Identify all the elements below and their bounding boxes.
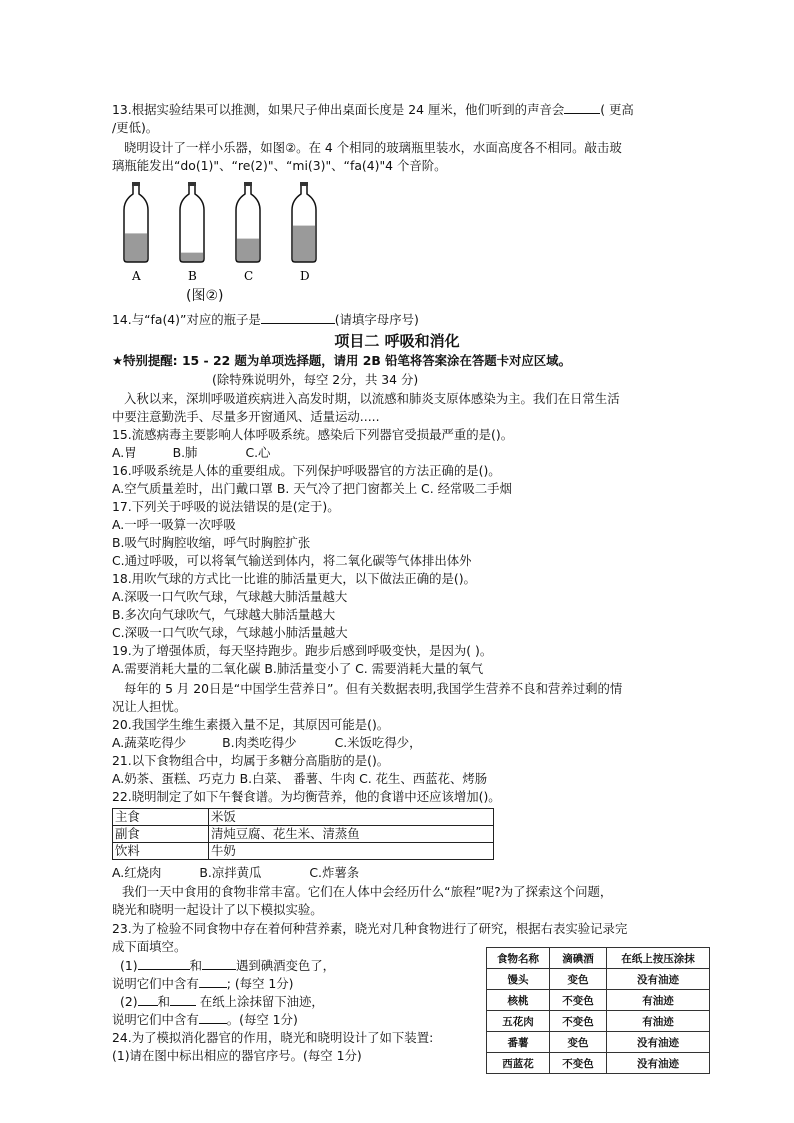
experiment-cell: 不变色 bbox=[550, 1053, 607, 1074]
experiment-cell: 变色 bbox=[550, 1032, 607, 1053]
q22-option-b[interactable]: B.凉拌黄瓜 bbox=[199, 865, 262, 880]
experiment-row bbox=[487, 969, 710, 990]
experiment-header-cell: 滴碘酒 bbox=[550, 948, 607, 969]
menu-items: 清炖豆腐、花生米、清蒸鱼 bbox=[209, 826, 494, 843]
q14: 14.与“fa(4)”对应的瓶子是 (请填字母序号) bbox=[112, 312, 419, 327]
bottle-outline bbox=[180, 184, 204, 262]
menu-items: 米饭 bbox=[209, 809, 494, 826]
q23-part1-b: 说明它们中含有 ; (每空 1分) bbox=[112, 976, 294, 991]
experiment-cell: 番薯 bbox=[487, 1032, 550, 1053]
paragraph-nutrition-1: 每年的 5 月 20日是“中国学生营养日”。但有关数据表明,我国学生营养不良和营养过剩的情 bbox=[124, 681, 623, 696]
experiment-cell: 没有油迹 bbox=[607, 969, 710, 990]
experiment-row bbox=[487, 990, 710, 1011]
experiment-cell: 有油迹 bbox=[607, 990, 710, 1011]
water-fill bbox=[293, 226, 315, 262]
q22-option-a[interactable]: A.红烧肉 bbox=[112, 865, 162, 880]
menu-category: 主食 bbox=[113, 809, 209, 826]
q16-options[interactable]: A.空气质量差时，出门戴口罩 B. 天气冷了把门窗都关上 C. 经常吸二手烟 bbox=[112, 481, 512, 496]
q20-option-c[interactable]: C.米饭吃得少， bbox=[334, 735, 422, 750]
q15-option-c[interactable]: C.心 bbox=[245, 445, 271, 460]
bottle-label: D bbox=[300, 269, 310, 283]
q17: 17.下列关于呼吸的说法错误的是(定于)。 bbox=[112, 499, 340, 514]
experiment-record-table bbox=[486, 947, 710, 1074]
bottle-label: A bbox=[132, 269, 141, 283]
bottle-c bbox=[236, 182, 260, 283]
q16: 16.呼吸系统是人体的重要组成。下列保护呼吸器官的方法正确的是()。 bbox=[112, 463, 501, 478]
bottle-b bbox=[180, 182, 204, 283]
q23-line2: 成下面填空。 bbox=[112, 939, 187, 954]
q20-option-b[interactable]: B.肉类吃得少 bbox=[222, 735, 297, 750]
section-title: 项目二 呼吸和消化 bbox=[334, 332, 460, 350]
q21-options[interactable]: A.奶茶、蛋糕、巧克力 B.白菜、 番薯、牛肉 C. 花生、西蓝花、烤肠 bbox=[112, 771, 488, 786]
q23-1-blank-1[interactable] bbox=[138, 957, 190, 970]
experiment-cell: 变色 bbox=[550, 969, 607, 990]
q24-part1: (1)请在图中标出相应的器官序号。(每空 1分) bbox=[112, 1048, 362, 1063]
water-fill bbox=[181, 253, 203, 262]
experiment-cell: 不变色 bbox=[550, 990, 607, 1011]
q19-options[interactable]: A.需要消耗大量的二氧化碳 B.肺活量变小了 C. 需要消耗大量的氧气 bbox=[112, 661, 484, 676]
experiment-header-cell: 食物名称 bbox=[487, 948, 550, 969]
experiment-cell: 不变色 bbox=[550, 1011, 607, 1032]
q13-line1: 13.根据实验结果可以推测，如果尺子伸出桌面长度是 24 厘米，他们听到的声音会 ( 更高 bbox=[112, 102, 634, 117]
q17-option-c[interactable]: C.通过呼吸，可以将氧气输送到体内，将二氧化碳等气体排出体外 bbox=[112, 553, 472, 568]
q13-line2: /更低)。 bbox=[112, 120, 159, 135]
experiment-row bbox=[487, 1011, 710, 1032]
paragraph-digestion-1: 我们一天中食用的食物非常丰富。它们在人体中会经历什么“旅程”呢?为了探索这个问题， bbox=[122, 884, 613, 899]
q23-part1: (1) 和 遇到碘酒变色了， bbox=[120, 958, 336, 973]
experiment-header-cell: 在纸上按压涂抹 bbox=[607, 948, 710, 969]
q18-option-c[interactable]: C.深吸一口气吹气球，气球越小肺活量越大 bbox=[112, 625, 348, 640]
paragraph-digestion-2: 晓光和晓明一起设计了以下模拟实验。 bbox=[112, 902, 323, 917]
q22: 22.晓明制定了如下午餐食谱。为均衡营养，他的食谱中还应该增加()。 bbox=[112, 789, 501, 804]
water-fill bbox=[237, 239, 259, 262]
notice-line1: ★特别提醒: 15 - 22 题为单项选择题，请用 2B 铅笔将答案涂在答题卡对应区域。 bbox=[112, 353, 571, 368]
q20-options bbox=[112, 734, 422, 751]
q18-option-a[interactable]: A.深吸一口气吹气球，气球越大肺活量越大 bbox=[112, 589, 348, 604]
paragraph-flu-2: 中要注意勤洗手、尽量多开窗通风、适量运动..... bbox=[112, 409, 380, 424]
q23-1-blank-2[interactable] bbox=[202, 957, 236, 970]
q24: 24.为了模拟消化器官的作用，晓光和晓明设计了如下装置: bbox=[112, 1030, 434, 1045]
experiment-cell: 西蓝花 bbox=[487, 1053, 550, 1074]
experiment-cell: 有油迹 bbox=[607, 1011, 710, 1032]
experiment-cell: 核桃 bbox=[487, 990, 550, 1011]
intro-line1: 晓明设计了一样小乐器，如图②。在 4 个相同的玻璃瓶里装水，水面高度各不相同。敲击玻 bbox=[124, 140, 622, 155]
bottle-cap bbox=[300, 182, 308, 186]
q23-2-blank-2[interactable] bbox=[170, 993, 196, 1006]
q19: 19.为了增强体质，每天坚持跑步。跑步后感到呼吸变快，是因为( )。 bbox=[112, 643, 493, 658]
q23-2-blank-1[interactable] bbox=[138, 993, 158, 1006]
q15-option-a[interactable]: A.胃 bbox=[112, 445, 137, 460]
q22-option-c[interactable]: C.炸薯条 bbox=[309, 865, 360, 880]
experiment-row bbox=[487, 1032, 710, 1053]
q23-line1: 23.为了检验不同食物中存在着何种营养素，晓光对几种食物进行了研究，根据右表实验记录完 bbox=[112, 921, 628, 936]
menu-category: 副食 bbox=[113, 826, 209, 843]
q20-option-a[interactable]: A.蔬菜吃得少 bbox=[112, 735, 187, 750]
menu-row bbox=[113, 826, 494, 843]
q17-option-b[interactable]: B.吸气时胸腔收缩，呼气时胸腔扩张 bbox=[112, 535, 311, 550]
menu-category: 饮料 bbox=[113, 843, 209, 860]
q18-option-b[interactable]: B.多次向气球吹气，气球越大肺活量越大 bbox=[112, 607, 336, 622]
water-fill bbox=[125, 233, 147, 262]
bottle-cap bbox=[244, 182, 252, 186]
experiment-cell: 馒头 bbox=[487, 969, 550, 990]
q23-part2-b: 说明它们中含有 。(每空 1分) bbox=[112, 1012, 298, 1027]
experiment-cell: 没有油迹 bbox=[607, 1053, 710, 1074]
q15: 15.流感病毒主要影响人体呼吸系统。感染后下列器官受损最严重的是()。 bbox=[112, 427, 514, 442]
experiment-cell: 没有油迹 bbox=[607, 1032, 710, 1053]
bottle-cap bbox=[188, 182, 196, 186]
q23-1-blank-3[interactable] bbox=[199, 975, 227, 988]
intro-line2: 璃瓶能发出“do(1)"、“re(2)"、“mi(3)"、“fa(4)"4 个音阶。 bbox=[112, 158, 447, 173]
paragraph-flu-1: 入秋以来，深圳呼吸道疾病进入高发时期，以流感和肺炎支原体感染为主。我们在日常生活 bbox=[124, 391, 620, 406]
figure-caption: (图②) bbox=[186, 288, 224, 304]
menu-row bbox=[113, 809, 494, 826]
q18: 18.用吹气球的方式比一比谁的肺活量更大，以下做法正确的是()。 bbox=[112, 571, 476, 586]
q21: 21.以下食物组合中，均属于多糖分高脂肪的是()。 bbox=[112, 753, 390, 768]
notice-line2: (除特殊说明外，每空 2分，共 34 分) bbox=[212, 372, 419, 387]
experiment-cell: 五花肉 bbox=[487, 1011, 550, 1032]
paragraph-nutrition-2: 况让人担忧。 bbox=[112, 699, 187, 714]
menu-row bbox=[113, 843, 494, 860]
q15-options bbox=[112, 444, 270, 461]
experiment-row bbox=[487, 1053, 710, 1074]
q23-part2: (2) 和 在纸上涂抹留下油迹， bbox=[120, 994, 324, 1009]
menu-items: 牛奶 bbox=[209, 843, 494, 860]
q17-option-a[interactable]: A.一呼一吸算一次呼吸 bbox=[112, 517, 236, 532]
q20: 20.我国学生维生素摄入量不足，其原因可能是()。 bbox=[112, 717, 390, 732]
bottle-label: C bbox=[244, 269, 254, 283]
lunch-menu-table bbox=[112, 808, 494, 860]
q13-answer-blank[interactable] bbox=[564, 101, 600, 114]
bottle-label: B bbox=[188, 269, 197, 283]
q23-2-blank-3[interactable] bbox=[199, 1011, 227, 1024]
bottle-cap bbox=[132, 182, 140, 186]
q22-options bbox=[112, 864, 359, 881]
q15-option-b[interactable]: B.肺 bbox=[172, 445, 198, 460]
q14-answer-blank[interactable] bbox=[261, 311, 335, 324]
bottle-d bbox=[292, 182, 316, 283]
bottle-a bbox=[124, 182, 148, 283]
experiment-header-row bbox=[487, 948, 710, 969]
